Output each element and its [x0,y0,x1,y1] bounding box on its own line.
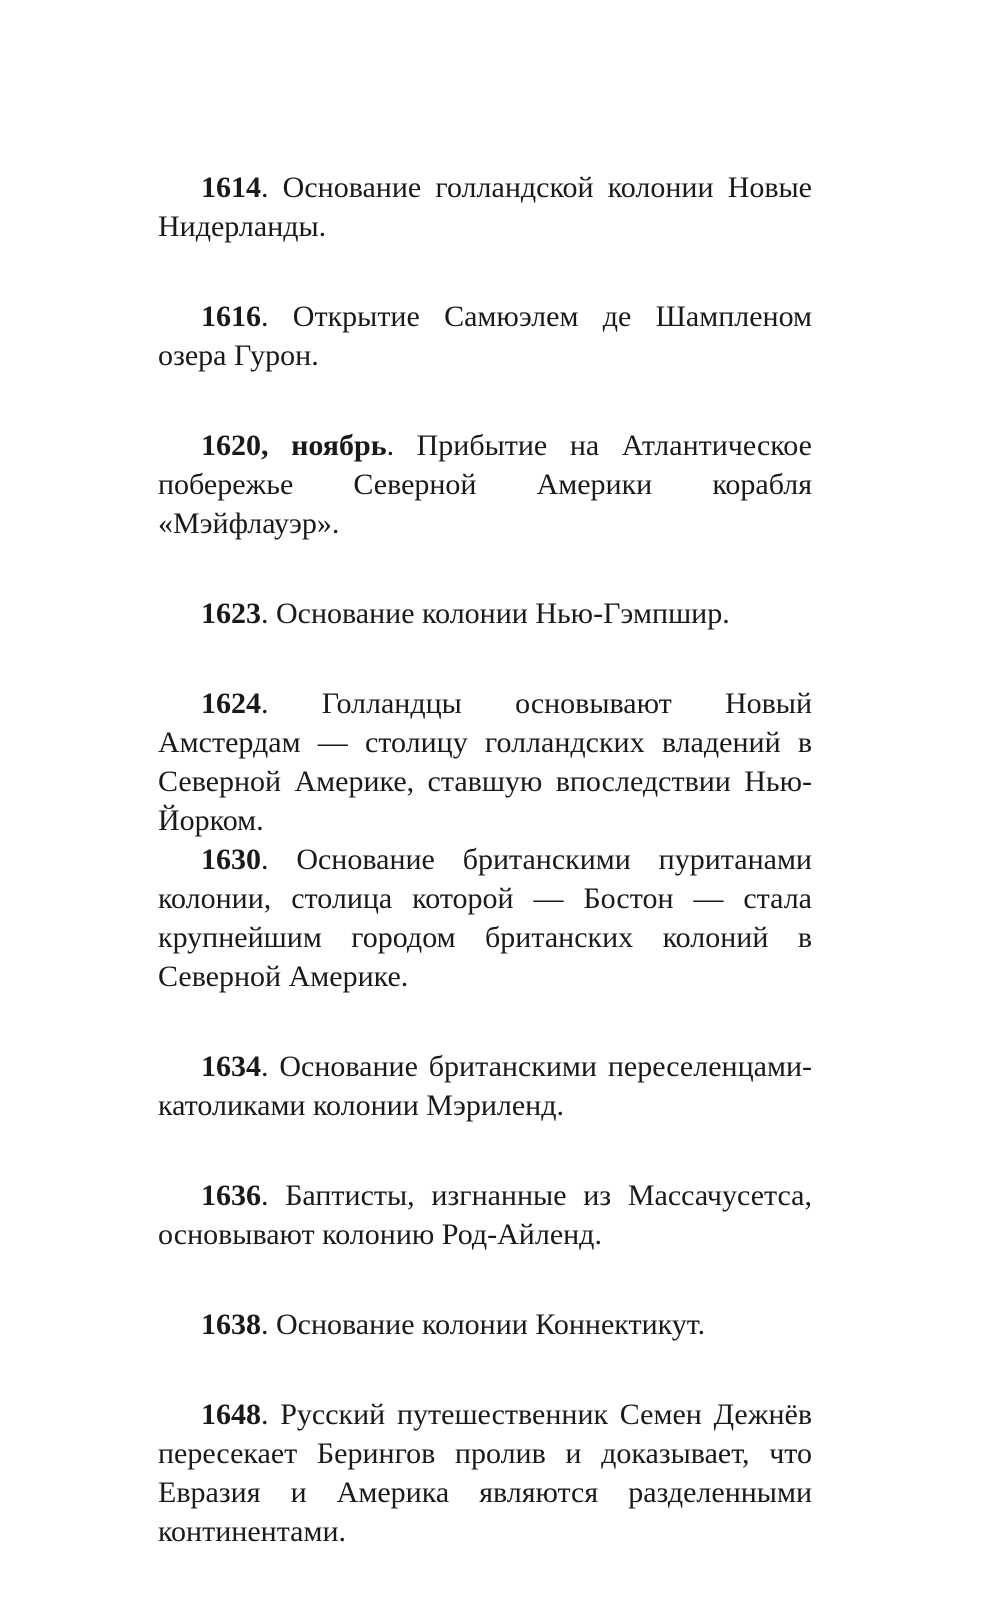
chronology-page [158,168,812,1602]
entry-1620 [158,426,812,543]
entry-year: 1614 [201,171,261,204]
entry-1634 [158,1047,812,1125]
entry-1636 [158,1176,812,1254]
entry-text: . Основание британскими переселенцами-католиками колонии Мэриленд. [158,1050,812,1122]
entry-year: 1648 [201,1398,261,1431]
entry-text: . Основание колонии Нью-Гэмпшир. [261,597,730,630]
entry-text: . Открытие Самюэлем де Шампленом озера Гурон. [158,300,812,372]
entry-year: 1620, ноябрь [201,429,387,462]
entry-1624 [158,684,812,840]
entry-1648 [158,1395,812,1551]
entry-year: 1638 [201,1308,261,1341]
entry-text: . Основание голландской колонии Новые Нидерланды. [158,171,812,243]
entry-year: 1616 [201,300,261,333]
entry-text: . Прибытие на Атлантическое побережье Северной Америки корабля «Мэйфлауэр». [158,429,812,540]
entry-text: . Баптисты, изгнанные из Массачусетса, основывают колонию Род-Айленд. [158,1179,812,1251]
entry-text: . Русский путешественник Семен Дежнёв пересекает Берингов пролив и доказывает, что Евразия и Америка являются разделенными континентами. [158,1398,812,1548]
entry-1623 [158,594,812,633]
entry-1614 [158,168,812,246]
entry-year: 1624 [201,687,261,720]
entry-1616 [158,297,812,375]
entry-year: 1634 [201,1050,261,1083]
entry-text: . Голландцы основывают Новый Амстердам — столицу голландских владений в Северной Америке, ставшую впоследствии Нью-Йорком. [158,687,812,837]
entry-year: 1636 [201,1179,261,1212]
entry-1638 [158,1305,812,1344]
entry-year: 1630 [201,843,261,876]
entry-text: . Основание британскими пуританами колонии, столица которой — Бостон — стала крупнейшим городом британских колоний в Северной Америке. [158,843,812,993]
entry-1630 [158,840,812,996]
entry-year: 1623 [201,597,261,630]
entry-text: . Основание колонии Коннектикут. [261,1308,706,1341]
